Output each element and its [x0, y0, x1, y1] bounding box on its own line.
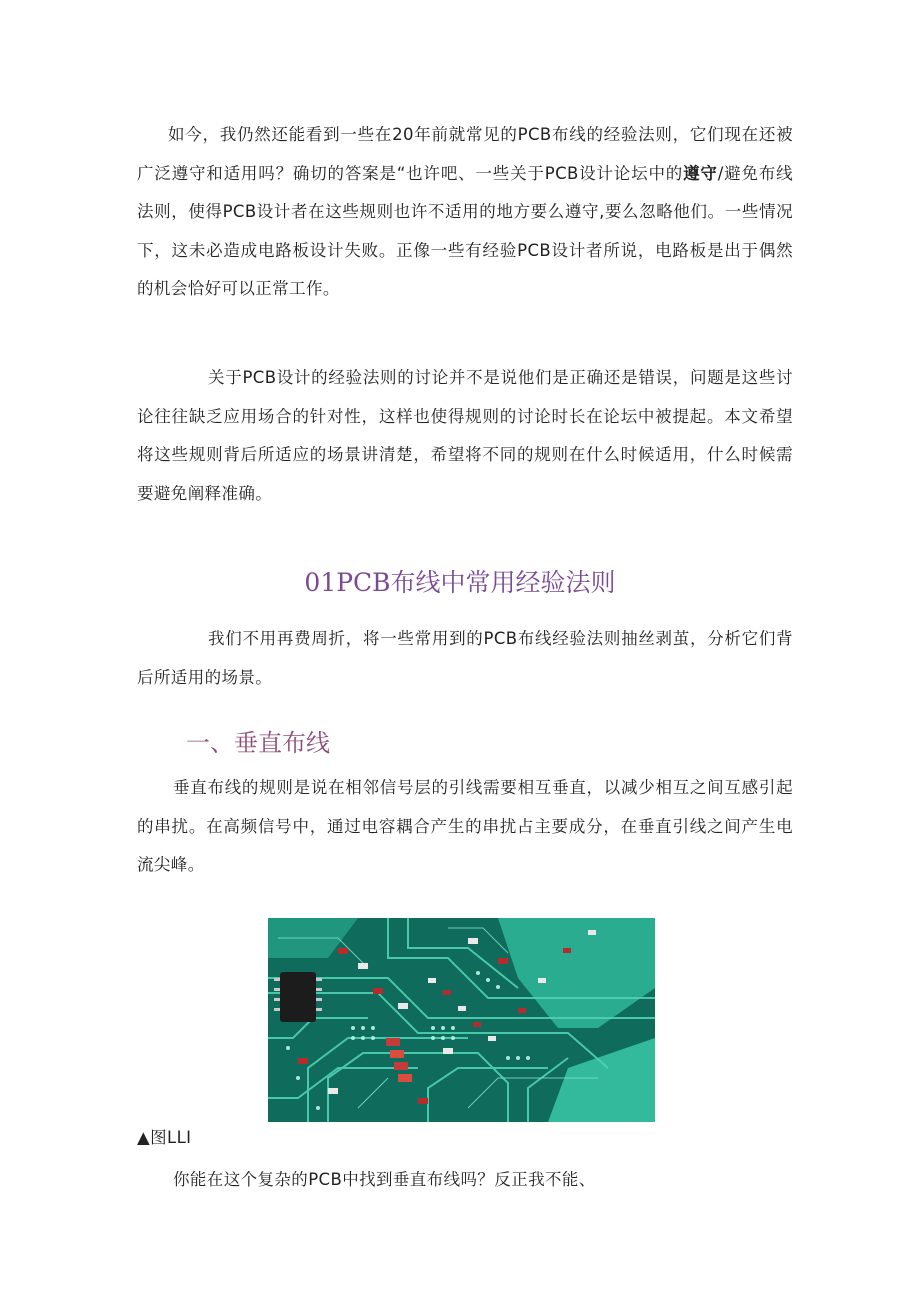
figure-caption: ▲图LLI	[137, 1128, 192, 1147]
intro-paragraph	[137, 116, 793, 309]
vertical-routing-paragraph: 垂直布线的规则是说在相邻信号层的引线需要相互垂直，以减少相互之间互感引起的串扰。在高频信号中，通过电容耦合产生的串扰占主要成分，在垂直引线之间产生电流尖峰。	[137, 778, 793, 874]
pcb-ic-chip	[274, 972, 322, 1022]
section-heading: 01PCB布线中常用经验法则	[304, 568, 616, 597]
intro-bold-term: 遵守	[683, 163, 718, 183]
closing-sentence: 你能在这个复杂的PCB中找到垂直布线吗？反正我不能、	[173, 1170, 596, 1189]
section-intro-paragraph: 我们不用再费周折，将一些常用到的PCB布线经验法则抽丝剥茧，分析它们背后所适用的场景。	[137, 629, 793, 687]
intro-text-start: 如今，我仍然还能看到一些在20年前就常见的PCB布线的经验法则，它们现在还被广泛遵守和适用吗？确切的答案是“也许吧、一些关于PCB设计论坛中的	[137, 125, 793, 183]
subsection-heading: 一、垂直布线	[186, 729, 330, 757]
discussion-paragraph: 关于PCB设计的经验法则的讨论并不是说他们是正确还是错误，问题是这些讨论往往缺乏应用场合的针对性，这样也使得规则的讨论时长在论坛中被提起。本文希望将这些规则背后所适应的场景讲清楚，希望将不同的规则在什么时候适用，什么时候需要避免阐释准确。	[137, 368, 793, 503]
intro-text-end: /避免布线法则，使得PCB设计者在这些规则也许不适用的地方要么遵守,要么忽略他们。一些情况下，这未必造成电路板设计失败。正像一些有经验PCB设计者所说，电路板是出于偶然的机会恰好可以正常工作。	[137, 163, 793, 298]
pcb-photo	[268, 918, 655, 1122]
